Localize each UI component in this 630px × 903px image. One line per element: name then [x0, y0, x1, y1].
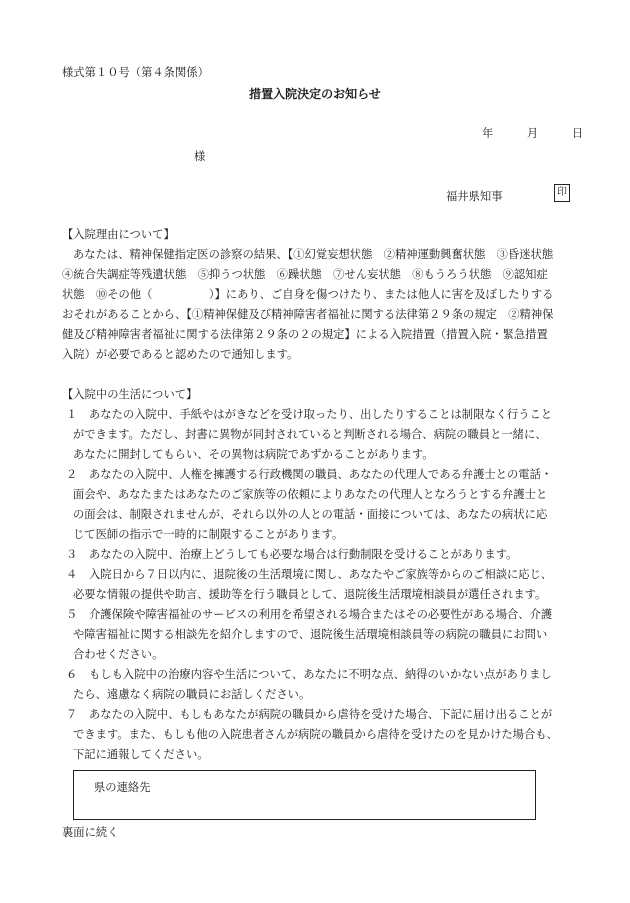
item-number: １	[66, 408, 78, 421]
date-line	[482, 125, 583, 141]
seal-stamp: 印	[554, 184, 570, 202]
item-text: たら、遠慮なく病院の職員にお話しください。	[73, 688, 311, 701]
reason-line: 健及び精神障害者福祉に関する法律第２９条の２の規定】による入院措置（措置入院・緊急措置	[62, 328, 548, 341]
issuer-name: 福井県知事	[446, 190, 503, 203]
item-text: 必要な情報の提供や助言、援助等を行う職員として、退院後生活環境相談員が選任されます。	[73, 588, 547, 601]
date-year: 年	[482, 127, 494, 140]
continued-note: 裏面に続く	[62, 826, 119, 839]
reason-line: ④統合失調症等残遺状態 ⑤抑うつ状態 ⑥躁状態 ⑦せん妄状態 ⑧もうろう状態 ⑨認知症	[62, 268, 548, 281]
item-text: ができます。ただし、封書に異物が同封されていると判断される場合、病院の職員と一緒に、	[73, 428, 547, 441]
item-number: ７	[66, 708, 78, 721]
item-number: ２	[66, 468, 78, 481]
item-text: や障害福祉に関する相談先を紹介しますので、退院後生活環境相談員等の病院の職員にお問い	[73, 628, 548, 641]
date-month: 月	[526, 127, 539, 140]
item-text: もしも入院中の治療内容や生活について、あなたに不明な点、納得のいかない点がありまし	[89, 668, 552, 681]
reason-line: 状態 ⑩その他（ ）】にあり、ご自身を傷つけたり、または他人に害を及ぼしたりする	[62, 288, 554, 301]
addressee-suffix: 様	[194, 150, 206, 163]
reason-line: おそれがあることから、【①精神保健及び精神障害者福祉に関する法律第２９条の規定 ②精神保	[62, 308, 554, 321]
reason-heading: 【入院理由について】	[62, 228, 175, 241]
item-text: できます。また、もしも他の入院患者さんが病院の職員から虐待を受けたのを見かけた場合も、	[73, 728, 558, 741]
item-text: 面会や、あなたまたはあなたのご家族等の依頼によりあなたの代理人となろうとする弁護士と	[73, 488, 548, 501]
item-number: ４	[66, 568, 78, 581]
contact-label: 県の連絡先	[94, 781, 151, 794]
item-number: ３	[66, 548, 78, 561]
item-number: ６	[66, 668, 78, 681]
reason-line: あなたは、精神保健指定医の診察の結果、【①幻覚妄想状態 ②精神運動興奮状態 ③昏迷状態	[73, 248, 554, 261]
item-text: あなたの入院中、もしもあなたが病院の職員から虐待を受けた場合、下記に届け出ることが	[89, 708, 553, 721]
contact-box	[73, 770, 536, 820]
item-number: ５	[66, 608, 78, 621]
item-text: 下記に通報してください。	[73, 748, 209, 761]
item-text: の面会は、制限されませんが、それら以外の人との電話・面接については、あなたの病状に応	[73, 508, 548, 521]
item-text: じて医師の指示で一時的に制限することがあります。	[73, 528, 344, 541]
item-text: あなたの入院中、人権を擁護する行政機関の職員、あなたの代理人である弁護士との電話・	[89, 468, 553, 481]
item-text: 合わせください。	[73, 648, 164, 661]
item-text: あなたの入院中、治療上どうしても必要な場合は行動制限を受けることがあります。	[89, 548, 518, 561]
item-text: 入院日から７日以内に、退院後の生活環境に関し、あなたやご家族等からのご相談に応じ、	[89, 568, 553, 581]
item-text: 介護保険や障害福祉のサービスの利用を希望される場合またはその必要性がある場合、介護	[89, 608, 553, 621]
date-day: 日	[571, 127, 584, 140]
item-text: あなたの入院中、手紙やはがきなどを受け取ったり、出したりすることは制限なく行うこと	[89, 408, 553, 421]
life-heading: 【入院中の生活について】	[62, 388, 198, 401]
reason-line: 入院）が必要であると認めたので通知します。	[62, 348, 299, 361]
item-text: あなたに開封してもらい、その異物は病院であずかることがあります。	[73, 448, 434, 461]
page-title: 措置入院決定のお知らせ	[249, 87, 381, 101]
form-number: 様式第１０号（第４条関係）	[62, 66, 209, 79]
